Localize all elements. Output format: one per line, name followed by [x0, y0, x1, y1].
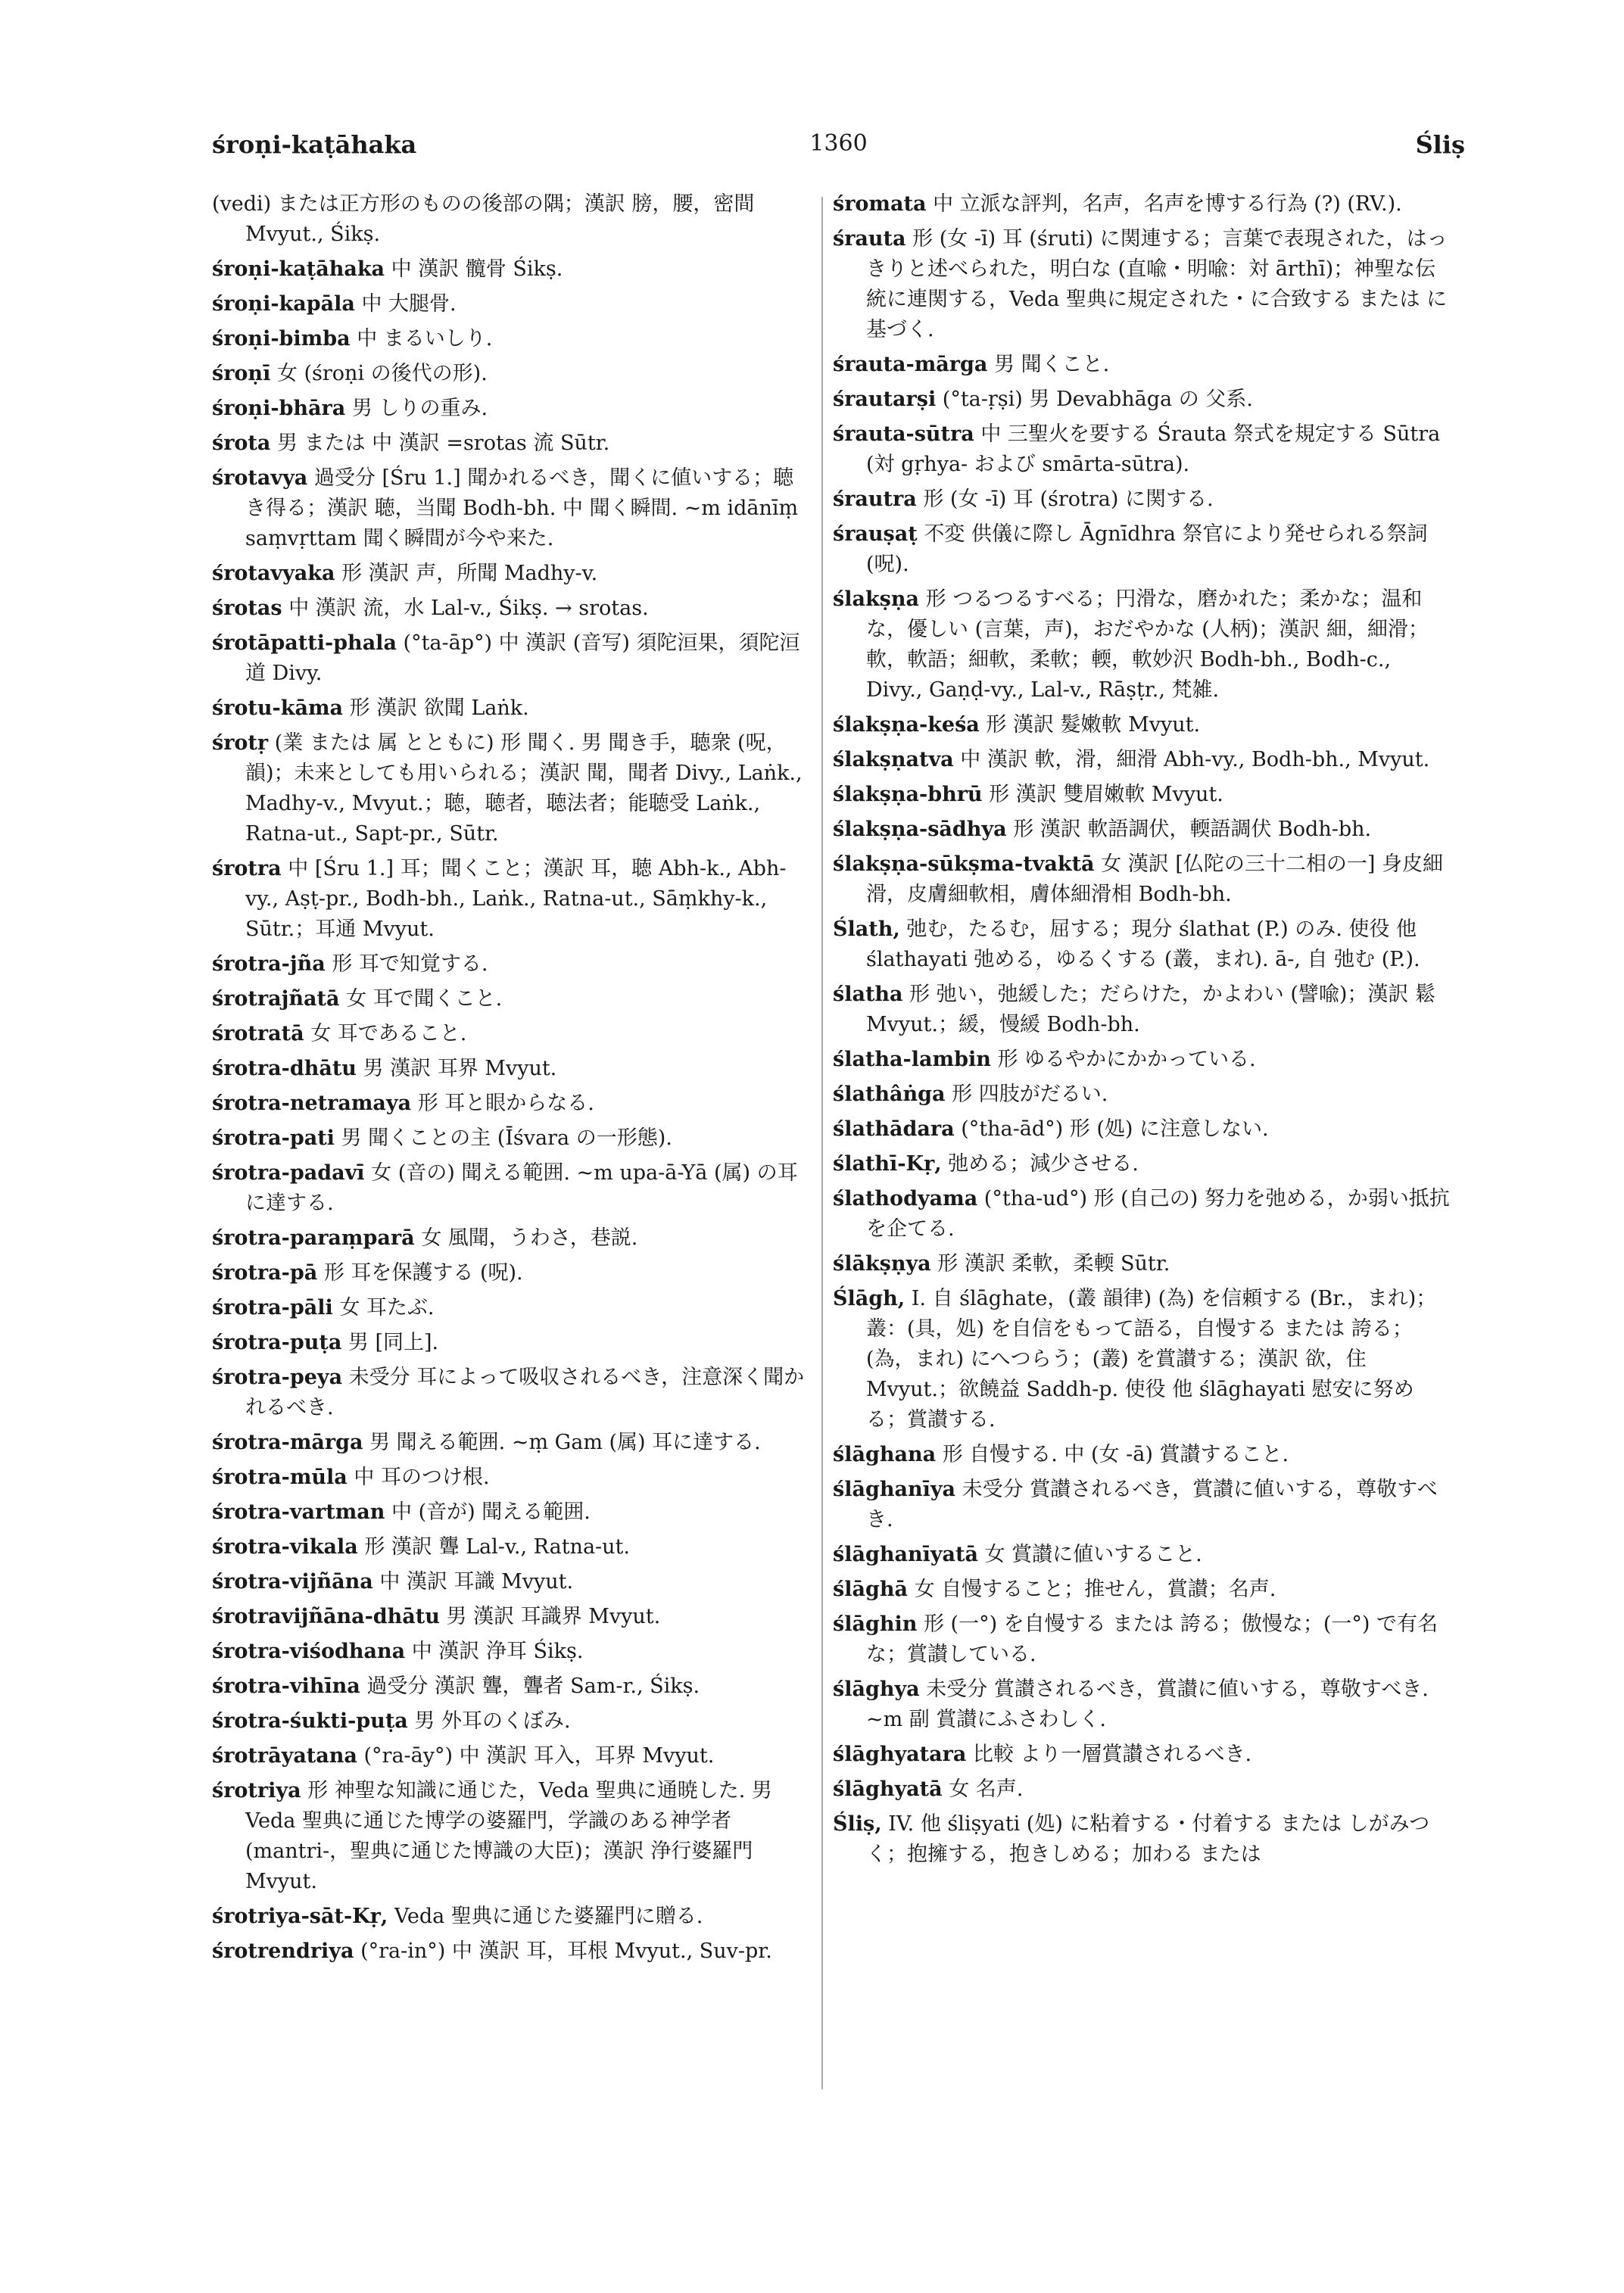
- dictionary-entry: [833, 1575, 1454, 1605]
- entry-definition: 中 大腿骨.: [361, 292, 457, 316]
- dictionary-entry: [212, 594, 810, 624]
- entry-headword: śrotravijñāna-dhātu: [212, 1605, 440, 1628]
- dictionary-entry: [212, 1158, 810, 1219]
- entry-headword: śrotavya: [212, 466, 308, 490]
- dictionary-entry: [212, 1776, 810, 1897]
- dictionary-entry: [833, 1740, 1454, 1770]
- entry-definition: 男 または 中 漢訳 =srotas 流 Sūtr.: [277, 431, 610, 455]
- entry-headword: ślāghin: [833, 1612, 918, 1636]
- dictionary-entry: [833, 1675, 1454, 1735]
- entry-definition: 中 まるいしり.: [357, 327, 493, 350]
- entry-headword: ślathādara: [833, 1117, 955, 1141]
- entry-definition: 不変 供儀に際し Āgnīdhra 祭官により発せられる祭詞 (呪).: [866, 522, 1428, 576]
- dictionary-entry: [212, 984, 810, 1014]
- dictionary-entry: [212, 1936, 810, 1967]
- dictionary-entry: [212, 1223, 810, 1254]
- entry-definition: 形 (女 -ī) 耳 (śruti) に関連する；言葉で表現された，はっきりと述べられた，明白な (直喩・明喩：対 ārthī)；神聖な伝統に連関する，Veda 聖典に規定された・に合致する または に基づく.: [866, 227, 1448, 341]
- entry-definition: 中 立派な評判，名声，名声を博する行為 (?) (RV.).: [933, 192, 1402, 216]
- entry-definition: 形 漢訳 雙眉嫩軟 Mvyut.: [989, 783, 1223, 806]
- entry-definition: 女 名声.: [949, 1777, 1024, 1801]
- entry-definition: (業 または 属 とともに) 形 聞く. 男 聞き手，聴衆 (呪，韻)；未来としても用いられる；漢訳 聞，聞者 Divy., Laṅk., Madhy-v., Mvyut.；聴，聴者，聴法者；能聴受 Laṅk., Ratna-ut., Sapt-pr., Sūtr.: [245, 731, 803, 846]
- dictionary-entry: [833, 914, 1454, 975]
- entry-headword: Ślāgh,: [833, 1287, 906, 1310]
- entry-headword: śrotra-vartman: [212, 1500, 385, 1524]
- dictionary-entry: [212, 1902, 810, 1932]
- entry-headword: śrotra-pāli: [212, 1296, 333, 1319]
- entry-headword: ślākṣṇya: [833, 1252, 931, 1276]
- dictionary-entry: [833, 519, 1454, 580]
- entry-headword: śrotra-pā: [212, 1261, 318, 1285]
- entry-definition: 過受分 漢訳 聾，聾者 Sam-r., Śikṣ.: [366, 1675, 700, 1698]
- dictionary-entry: [833, 1080, 1454, 1110]
- entry-definition: 中 漢訳 流，水 Lal-v., Śikṣ. → srotas.: [288, 597, 649, 620]
- entry-headword: śrotra-mārga: [212, 1431, 363, 1454]
- dictionary-entry: [833, 815, 1454, 845]
- entry-headword: śrautra: [833, 488, 917, 511]
- entry-headword: ślāghyatara: [833, 1743, 967, 1766]
- entry-headword: śrotra-puṭa: [212, 1331, 342, 1354]
- entry-definition: 弛める；減少させる.: [948, 1152, 1139, 1176]
- dictionary-entry: [833, 584, 1454, 706]
- dictionary-entry: [212, 359, 810, 389]
- entry-headword: ślathī-Kṛ,: [833, 1152, 942, 1176]
- entry-definition: 女 耳であること.: [310, 1022, 467, 1045]
- entry-definition: 過受分 [Śru 1.] 聞かれるべき，聞くに値いする；聴き得る；漢訳 聴，当聞 Bodh-bh. 中 聞く瞬間. ~m idānīṃ saṃvṛttam 聞く瞬間が今や来た.: [245, 466, 799, 550]
- entry-definition: 中 漢訳 髖骨 Śikṣ.: [391, 257, 563, 281]
- entry-definition: (°ra-in°) 中 漢訳 耳，耳根 Mvyut., Suv-pr.: [360, 1939, 772, 1963]
- entry-definition: (vedi) または正方形のものの後部の隅；漢訳 膀，腰，密間 Mvyut., Śikṣ.: [212, 192, 755, 246]
- entry-definition: 女 漢訳 [仏陀の三十二相の一] 身皮細滑，皮膚細軟相，膚体細滑相 Bodh-bh.: [866, 852, 1443, 906]
- entry-definition: 比較 より一層賞讃されるべき.: [972, 1743, 1252, 1766]
- dictionary-entry: [833, 1475, 1454, 1535]
- dictionary-entry: [212, 189, 810, 250]
- entry-headword: śrauta-mārga: [833, 353, 988, 376]
- dictionary-entry: [833, 189, 1454, 220]
- entry-definition: Veda 聖典に通じた婆羅門に贈る.: [394, 1905, 703, 1928]
- entry-headword: śrotra-vihīna: [212, 1675, 360, 1698]
- dictionary-entry: [212, 1019, 810, 1049]
- entry-definition: (°tha-ād°) 形 (処) に注意しない.: [961, 1117, 1269, 1141]
- entry-headword: ślāghana: [833, 1443, 937, 1466]
- dictionary-entry: [833, 1774, 1454, 1805]
- entry-headword: Ślath,: [833, 918, 900, 941]
- entry-definition: 形 漢訳 髮嫩軟 Mvyut.: [986, 713, 1201, 737]
- entry-headword: śrotratā: [212, 1022, 304, 1045]
- entry-headword: ślāghya: [833, 1678, 920, 1701]
- entry-definition: 形 漢訳 軟語調伏，輭語調伏 Bodh-bh.: [1013, 818, 1372, 841]
- entry-definition: 未受分 賞讃されるべき，賞讃に値いする，尊敬すべき. ~m 副 賞讃にふさわしく.: [866, 1678, 1429, 1731]
- dictionary-entry: [833, 224, 1454, 345]
- entry-headword: śrotāpatti-phala: [212, 631, 397, 655]
- page-header: [212, 130, 1465, 176]
- entry-headword: ślakṣṇa: [833, 587, 919, 611]
- entry-headword: śroṇi-kapāla: [212, 292, 355, 316]
- entry-headword: śrotriya: [212, 1779, 301, 1802]
- entry-headword: śrotra-viśodhana: [212, 1640, 406, 1663]
- entry-definition: (°ta-ṛṣi) 男 Devabhāga の 父系.: [942, 388, 1253, 411]
- entry-definition: 女 耳たぶ.: [339, 1296, 435, 1319]
- entry-definition: 形 漢訳 欲聞 Laṅk.: [349, 696, 529, 720]
- entry-headword: śrota: [212, 431, 271, 455]
- entry-definition: 形 四肢がだるい.: [952, 1083, 1108, 1106]
- dictionary-entry: [212, 559, 810, 589]
- dictionary-entry: [212, 254, 810, 285]
- entry-headword: śrotra-padavī: [212, 1161, 365, 1185]
- dictionary-entry: [212, 949, 810, 980]
- header-right-guideword: Śliṣ: [1415, 130, 1465, 159]
- dictionary-entry: [833, 1114, 1454, 1145]
- dictionary-entry: [212, 1463, 810, 1493]
- entry-definition: 女 賞讃に値いすること.: [984, 1543, 1202, 1566]
- entry-definition: 男 しりの重み.: [351, 397, 488, 420]
- entry-headword: śrotra-mūla: [212, 1466, 348, 1489]
- page-number: 1360: [809, 130, 868, 157]
- right-column: [833, 189, 1454, 2104]
- entry-headword: śrotavyaka: [212, 562, 335, 585]
- entry-headword: śromata: [833, 192, 927, 216]
- dictionary-entry: [212, 1328, 810, 1358]
- entry-headword: ślatha: [833, 983, 903, 1006]
- dictionary-entry: [212, 1602, 810, 1632]
- entry-definition: (°ta-āp°) 中 漢訳 (音写) 須陀洹果，須陀洹道 Divy.: [245, 631, 800, 685]
- entry-definition: 女 耳で聞くこと.: [346, 987, 503, 1011]
- dictionary-entry: [212, 394, 810, 424]
- entry-headword: śrotra-jña: [212, 952, 326, 976]
- entry-definition: 未受分 耳によって吸収されるべき，注意深く聞かれるべき.: [245, 1366, 805, 1419]
- entry-definition: 女 (śroṇi の後代の形).: [276, 362, 488, 385]
- dictionary-entry: [833, 385, 1454, 415]
- dictionary-entry: [212, 1054, 810, 1084]
- entry-headword: ślāghanīyatā: [833, 1543, 978, 1566]
- dictionary-entry: [212, 693, 810, 724]
- entry-definition: 形 耳で知覚する.: [332, 952, 488, 976]
- column-divider: [821, 197, 823, 2089]
- dictionary-entry: [833, 1440, 1454, 1470]
- dictionary-entry: [833, 745, 1454, 775]
- entry-headword: ślāghanīya: [833, 1478, 956, 1501]
- dictionary-entry: [833, 1249, 1454, 1279]
- entry-headword: śrotriya-sāt-Kṛ,: [212, 1905, 388, 1928]
- entry-definition: 未受分 賞讃されるべき，賞讃に値いする，尊敬すべき.: [866, 1478, 1438, 1531]
- dictionary-entry: [212, 1089, 810, 1119]
- dictionary-entry: [212, 1532, 810, 1562]
- dictionary-entry: [212, 428, 810, 459]
- dictionary-entry: [833, 1045, 1454, 1075]
- entry-headword: śrotra-vijñāna: [212, 1570, 373, 1594]
- entry-definition: 女 (音の) 聞える範囲. ~m upa-ā-Yā (属) の耳に達する.: [245, 1161, 798, 1215]
- dictionary-entry: [833, 980, 1454, 1040]
- entry-definition: 形 耳を保護する (呪).: [323, 1261, 523, 1285]
- dictionary-entry: [212, 1497, 810, 1528]
- entry-definition: 男 聞える範囲. ~ṃ Gam (属) 耳に達する.: [369, 1431, 761, 1454]
- entry-headword: ślathâṅga: [833, 1083, 946, 1106]
- entry-headword: śrotra-paraṃparā: [212, 1226, 415, 1250]
- header-left-guideword: śroṇi-kaṭāhaka: [212, 130, 417, 159]
- dictionary-entry: [212, 1428, 810, 1458]
- dictionary-entry: [212, 1741, 810, 1771]
- entry-definition: 形 神聖な知識に通じた，Veda 聖典に通暁した. 男 Veda 聖典に通じた博学の婆羅門，学識のある神学者 (mantri-，聖典に通じた博識の大臣)；漢訳 浄行婆羅門 Mvyut.: [245, 1779, 772, 1893]
- entry-definition: IV. 他 śliṣyati (処) に粘着する・付着する または しがみつく；抱擁する，抱きしめる；加わる または: [866, 1812, 1430, 1866]
- entry-headword: śrotra-netramaya: [212, 1092, 412, 1115]
- entry-definition: 形 つるつるすべる；円滑な，磨かれた；柔かな；温和な，優しい (言葉，声)，おだやかな (人柄)；漢訳 細，細滑；軟，軟語；細軟，柔軟；輭，軟妙沢 Bodh-bh., Bodh-c., Divy., Gaṇḍ-vy., Lal-v., Rāṣṭr., 梵雑.: [866, 587, 1429, 702]
- entry-headword: śrotrāyatana: [212, 1744, 357, 1768]
- entry-headword: śrotra-pati: [212, 1126, 335, 1150]
- dictionary-entry: [212, 324, 810, 354]
- dictionary-entry: [833, 1184, 1454, 1245]
- entry-headword: śrotra-vikala: [212, 1535, 358, 1559]
- dictionary-entry: [212, 1706, 810, 1737]
- entry-headword: ślāghyatā: [833, 1777, 943, 1801]
- entry-headword: ślathodyama: [833, 1187, 978, 1210]
- left-column: [212, 189, 810, 2104]
- entry-definition: 形 弛い，弛緩した；だらけた，かよわい (譬喩)；漢訳 鬆 Mvyut.；緩，慢緩 Bodh-bh.: [866, 983, 1435, 1036]
- entry-definition: 男 漢訳 耳界 Mvyut.: [363, 1057, 557, 1080]
- entry-headword: ślakṣṇa-keśa: [833, 713, 980, 737]
- entry-definition: (°ra-āy°) 中 漢訳 耳入，耳界 Mvyut.: [363, 1744, 715, 1768]
- dictionary-entry: [212, 463, 810, 554]
- entry-headword: ślāghā: [833, 1578, 908, 1601]
- entry-definition: 中 漢訳 浄耳 Śikṣ.: [411, 1640, 584, 1663]
- entry-definition: 男 聞くこと.: [993, 353, 1110, 376]
- dictionary-entry: [833, 1540, 1454, 1570]
- dictionary-entry: [833, 710, 1454, 740]
- dictionary-entry: [212, 854, 810, 945]
- entry-headword: ślakṣṇa-sādhya: [833, 818, 1007, 841]
- entry-definition: 男 外耳のくぼみ.: [414, 1709, 571, 1733]
- entry-definition: 形 漢訳 柔軟，柔輭 Sūtr.: [937, 1252, 1170, 1276]
- entry-definition: 中 漢訳 軟，滑，細滑 Abh-vy., Bodh-bh., Mvyut.: [960, 748, 1430, 771]
- entry-headword: śroṇi-kaṭāhaka: [212, 257, 385, 281]
- dictionary-entry: [212, 1123, 810, 1154]
- entry-definition: 中 [Śru 1.] 耳；聞くこと；漢訳 耳，聴 Abh-k., Abh-vy., Aṣṭ-pr., Bodh-bh., Laṅk., Ratna-ut., Sāṃkhy-k., Sūtr.；耳通 Mvyut.: [245, 857, 787, 941]
- entry-headword: Śliṣ,: [833, 1812, 882, 1836]
- dictionary-entry: [212, 289, 810, 319]
- dictionary-entry: [833, 1609, 1454, 1670]
- dictionary-entry: [833, 419, 1454, 480]
- dictionary-entry: [833, 849, 1454, 910]
- entry-headword: śrautarṣi: [833, 388, 937, 411]
- entry-headword: śrotas: [212, 597, 282, 620]
- dictionary-entry: [212, 1637, 810, 1667]
- entry-definition: 形 ゆるやかにかかっている.: [997, 1048, 1256, 1071]
- entry-headword: śrotrajñatā: [212, 987, 340, 1011]
- dictionary-entry: [212, 1293, 810, 1323]
- entry-definition: 中 耳のつけ根.: [354, 1466, 490, 1489]
- dictionary-entry: [212, 628, 810, 689]
- entry-headword: śrotra-śukti-puṭa: [212, 1709, 408, 1733]
- entry-definition: 男 聞くことの主 (Īśvara の一形態).: [341, 1126, 672, 1150]
- entry-headword: śrauta-sūtra: [833, 422, 974, 446]
- entry-headword: ślakṣṇa-sūkṣma-tvaktā: [833, 852, 1095, 876]
- entry-headword: śrotu-kāma: [212, 696, 344, 720]
- entry-headword: śrotrendriya: [212, 1939, 354, 1963]
- entry-definition: 中 漢訳 耳識 Mvyut.: [379, 1570, 574, 1594]
- entry-definition: 男 漢訳 耳識界 Mvyut.: [446, 1605, 661, 1628]
- dictionary-entry: [833, 1149, 1454, 1179]
- entry-definition: 弛む，たるむ，屈する；現分 ślathat (P.) のみ. 使役 他 ślathayati 弛める，ゆるくする (叢，まれ). ā-, 自 弛む (P.).: [866, 918, 1420, 971]
- entry-headword: śrotra-dhātu: [212, 1057, 357, 1080]
- entry-headword: śrotṛ: [212, 731, 269, 755]
- entry-definition: 形 耳と眼からなる.: [417, 1092, 594, 1115]
- dictionary-entry: [833, 484, 1454, 515]
- entry-definition: 中 (音が) 聞える範囲.: [391, 1500, 591, 1524]
- entry-definition: 女 自慢すること；推せん，賞讃；名声.: [914, 1578, 1276, 1601]
- entry-headword: śrauṣaṭ: [833, 522, 918, 546]
- dictionary-entry: [833, 1284, 1454, 1435]
- entry-definition: 男 [同上].: [348, 1331, 439, 1354]
- dictionary-entry: [212, 728, 810, 849]
- entry-headword: śrotra: [212, 857, 282, 880]
- dictionary-entry: [833, 780, 1454, 810]
- entry-definition: 形 (一°) を自慢する または 誇る；傲慢な；(一°) で有名な；賞讃している.: [866, 1612, 1438, 1666]
- entry-definition: 中 三聖火を要する Śrauta 祭式を規定する Sūtra (対 gṛhya- および smārta-sūtra).: [866, 422, 1441, 476]
- dictionary-entry: [833, 1809, 1454, 1870]
- dictionary-entry: [212, 1671, 810, 1702]
- entry-headword: śroṇī: [212, 362, 271, 385]
- entry-definition: 女 風聞，うわさ，巷説.: [421, 1226, 638, 1250]
- dictionary-entry: [212, 1567, 810, 1597]
- dictionary-entry: [833, 350, 1454, 380]
- entry-definition: 形 自慢する. 中 (女 -ā) 賞讃すること.: [942, 1443, 1289, 1466]
- entry-definition: (°tha-ud°) 形 (自己の) 努力を弛める，か弱い抵抗を企てる.: [866, 1187, 1450, 1241]
- entry-definition: 形 (女 -ī) 耳 (śrotra) に関する.: [923, 488, 1214, 511]
- entry-headword: śrotra-peya: [212, 1366, 343, 1389]
- dictionary-entry: [212, 1363, 810, 1423]
- entry-headword: ślatha-lambin: [833, 1048, 991, 1071]
- entry-headword: śroṇi-bhāra: [212, 397, 346, 420]
- entry-definition: I. 自 ślāghate，(叢 韻律) (為) を信頼する (Br.，まれ)；叢：(具，処) を自信をもって語る，自慢する または 誇る；(為，まれ) にへつらう；(叢) を賞讃する；漢訳 欲，住 Mvyut.；欲饒益 Saddh-p. 使役 他 ślāghayati 慰安に努める；賞讃する.: [866, 1287, 1437, 1432]
- entry-headword: ślakṣṇatva: [833, 748, 954, 771]
- entry-definition: 形 漢訳 声，所聞 Madhy-v.: [341, 562, 598, 585]
- entry-headword: śroṇi-bimba: [212, 327, 351, 350]
- entry-headword: ślakṣṇa-bhrū: [833, 783, 983, 806]
- entry-definition: 形 漢訳 聾 Lal-v., Ratna-ut.: [364, 1535, 630, 1559]
- entry-headword: śrauta: [833, 227, 906, 251]
- dictionary-entry: [212, 1258, 810, 1288]
